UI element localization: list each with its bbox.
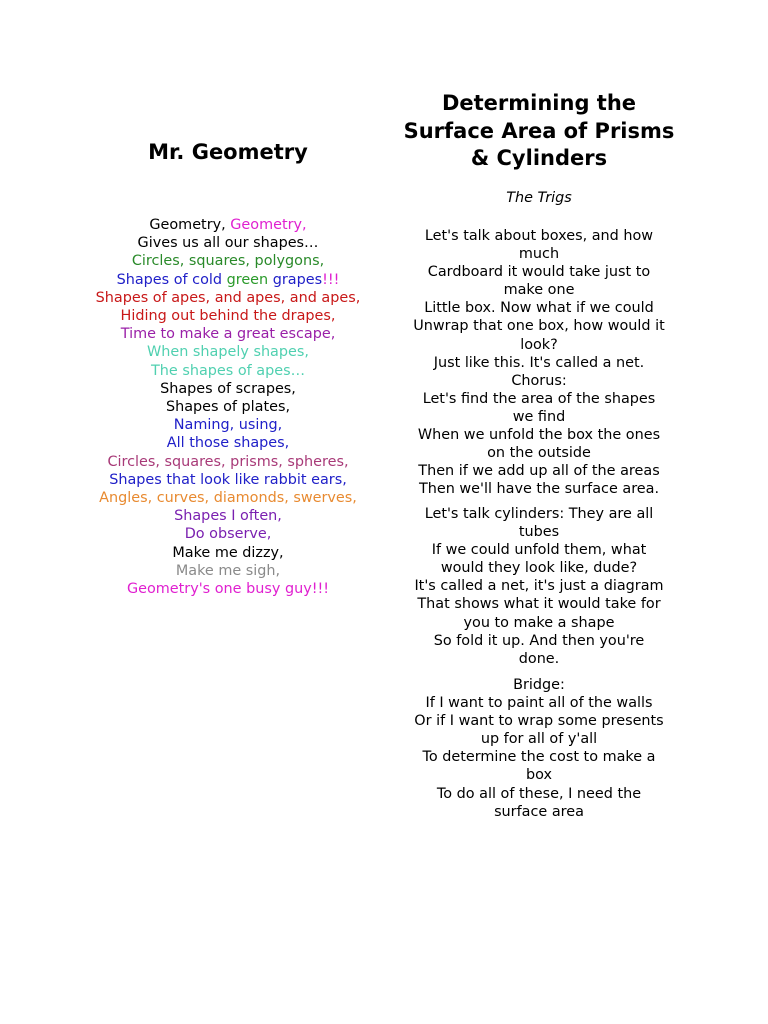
- stanza-bridge: [380, 676, 698, 821]
- lyric-line: tubes: [518, 524, 560, 541]
- poem-line-segment: Time to make a great escape,: [120, 326, 336, 343]
- poem-line-segment: Shapes of cold: [116, 271, 227, 288]
- poem-line-segment: Shapes I often,: [174, 508, 282, 525]
- song-artist: The Trigs: [506, 190, 572, 206]
- poem-line-segment: When shapely shapes,: [147, 344, 309, 361]
- lyric-line: Let's talk about boxes, and how: [424, 228, 654, 244]
- poem-line: [80, 325, 376, 343]
- poem-line-segment: Geometry,: [230, 217, 307, 233]
- lyric-line: Let's find the area of the shapes: [422, 390, 656, 407]
- poem-line-segment: All those shapes,: [166, 435, 290, 452]
- lyric-line: To do all of these, I need the: [436, 785, 642, 802]
- poem-line: [80, 307, 376, 325]
- song-title-line: & Cylinders: [470, 146, 608, 170]
- poem-line: [80, 343, 376, 361]
- lyric-line: It's called a net, it's just a diagram: [414, 578, 664, 595]
- poem-line: [80, 252, 376, 270]
- poem-line-segment: Hiding out behind the drapes,: [120, 308, 336, 325]
- poem-line: [80, 489, 376, 507]
- lyric-line: look?: [520, 336, 558, 353]
- lyric-line: If I want to paint all of the walls: [425, 695, 653, 712]
- poem-line: [80, 216, 376, 234]
- poem-line: [80, 289, 376, 307]
- song-title: [380, 90, 698, 173]
- song-title-line: Determining the: [441, 91, 637, 115]
- poem-line: [80, 562, 376, 580]
- lyric-line: Bridge:: [513, 677, 565, 693]
- lyric-line: box: [525, 767, 552, 784]
- lyric-line: done.: [518, 650, 560, 667]
- lyric-line: you to make a shape: [463, 614, 615, 631]
- lyric-line: on the outside: [487, 445, 591, 462]
- poem-line-segment: The shapes of apes…: [151, 362, 305, 379]
- lyric-line: make one: [503, 282, 575, 299]
- poem-title: Mr. Geometry: [148, 140, 308, 164]
- poem-line-segment: Do observe,: [184, 526, 272, 543]
- lyric-line: When we unfold the box the ones: [417, 427, 661, 444]
- poem-line-segment: Circles, squares, prisms, spheres,: [107, 453, 349, 470]
- poem-line: [80, 380, 376, 398]
- poem-line: [80, 544, 376, 562]
- lyric-line: To determine the cost to make a: [422, 749, 656, 766]
- poem-line-segment: Shapes that look like rabbit ears,: [109, 471, 347, 488]
- lyric-line: So fold it up. And then you're: [433, 632, 645, 649]
- lyric-line: Chorus:: [511, 372, 567, 389]
- poem-line: [80, 416, 376, 434]
- lyric-line: Then we'll have the surface area.: [418, 481, 660, 498]
- poem-line-segment: Geometry's one busy guy!!!: [126, 581, 330, 598]
- poem-line-segment: !!!: [322, 271, 340, 288]
- lyric-line: Cardboard it would take just to: [427, 264, 651, 281]
- poem-line-segment: Gives us all our shapes…: [137, 235, 319, 252]
- poem-line-segment: Make me dizzy,: [172, 544, 284, 561]
- poem-line: [80, 525, 376, 543]
- stanza-verse-chorus: [380, 227, 698, 498]
- poem-line: [80, 580, 376, 598]
- poem-line-segment: Naming, using,: [173, 417, 283, 434]
- poem-line: [80, 362, 376, 380]
- poem-line-segment: Shapes of plates,: [165, 399, 291, 416]
- poem-line: [80, 453, 376, 471]
- lyric-line: up for all of y'all: [480, 731, 598, 748]
- lyric-line: much: [518, 246, 560, 263]
- poem-line-segment: Shapes of scrapes,: [160, 380, 296, 397]
- poem-line-segment: Make me sigh,: [175, 562, 281, 579]
- lyric-line: would they look like, dude?: [440, 560, 638, 577]
- poem-line-segment: green: [226, 271, 269, 288]
- lyric-line: Or if I want to wrap some presents: [414, 713, 664, 730]
- lyric-line: That shows what it would take for: [417, 596, 661, 613]
- lyric-line: Just like this. It's called a net.: [433, 354, 645, 371]
- stanza-verse-2: [380, 505, 698, 668]
- poem-line: [80, 471, 376, 489]
- poem-line: [80, 398, 376, 416]
- poem-line: [80, 434, 376, 452]
- song-title-line: Surface Area of Prisms: [403, 118, 675, 143]
- lyric-line: we find: [512, 408, 566, 425]
- lyric-line: If we could unfold them, what: [431, 542, 647, 559]
- poem-line: [80, 271, 376, 289]
- lyric-line: Let's talk cylinders: They are all: [424, 506, 654, 522]
- poem-lyrics: [80, 216, 376, 598]
- poem-line-segment: Geometry,: [149, 217, 231, 233]
- lyric-line: Unwrap that one box, how would it: [413, 318, 665, 335]
- poem-line-segment: Circles, squares, polygons,: [131, 253, 325, 270]
- poem-line-segment: Angles, curves, diamonds, swerves,: [99, 490, 357, 507]
- poem-line: [80, 234, 376, 252]
- poem-line-segment: grapes: [268, 271, 323, 288]
- poem-line-segment: Shapes of apes, and apes, and apes,: [95, 289, 361, 306]
- lyric-line: Little box. Now what if we could: [424, 300, 654, 317]
- poem-line: [80, 507, 376, 525]
- lyric-line: Then if we add up all of the areas: [418, 463, 660, 480]
- lyric-line: surface area: [494, 803, 584, 820]
